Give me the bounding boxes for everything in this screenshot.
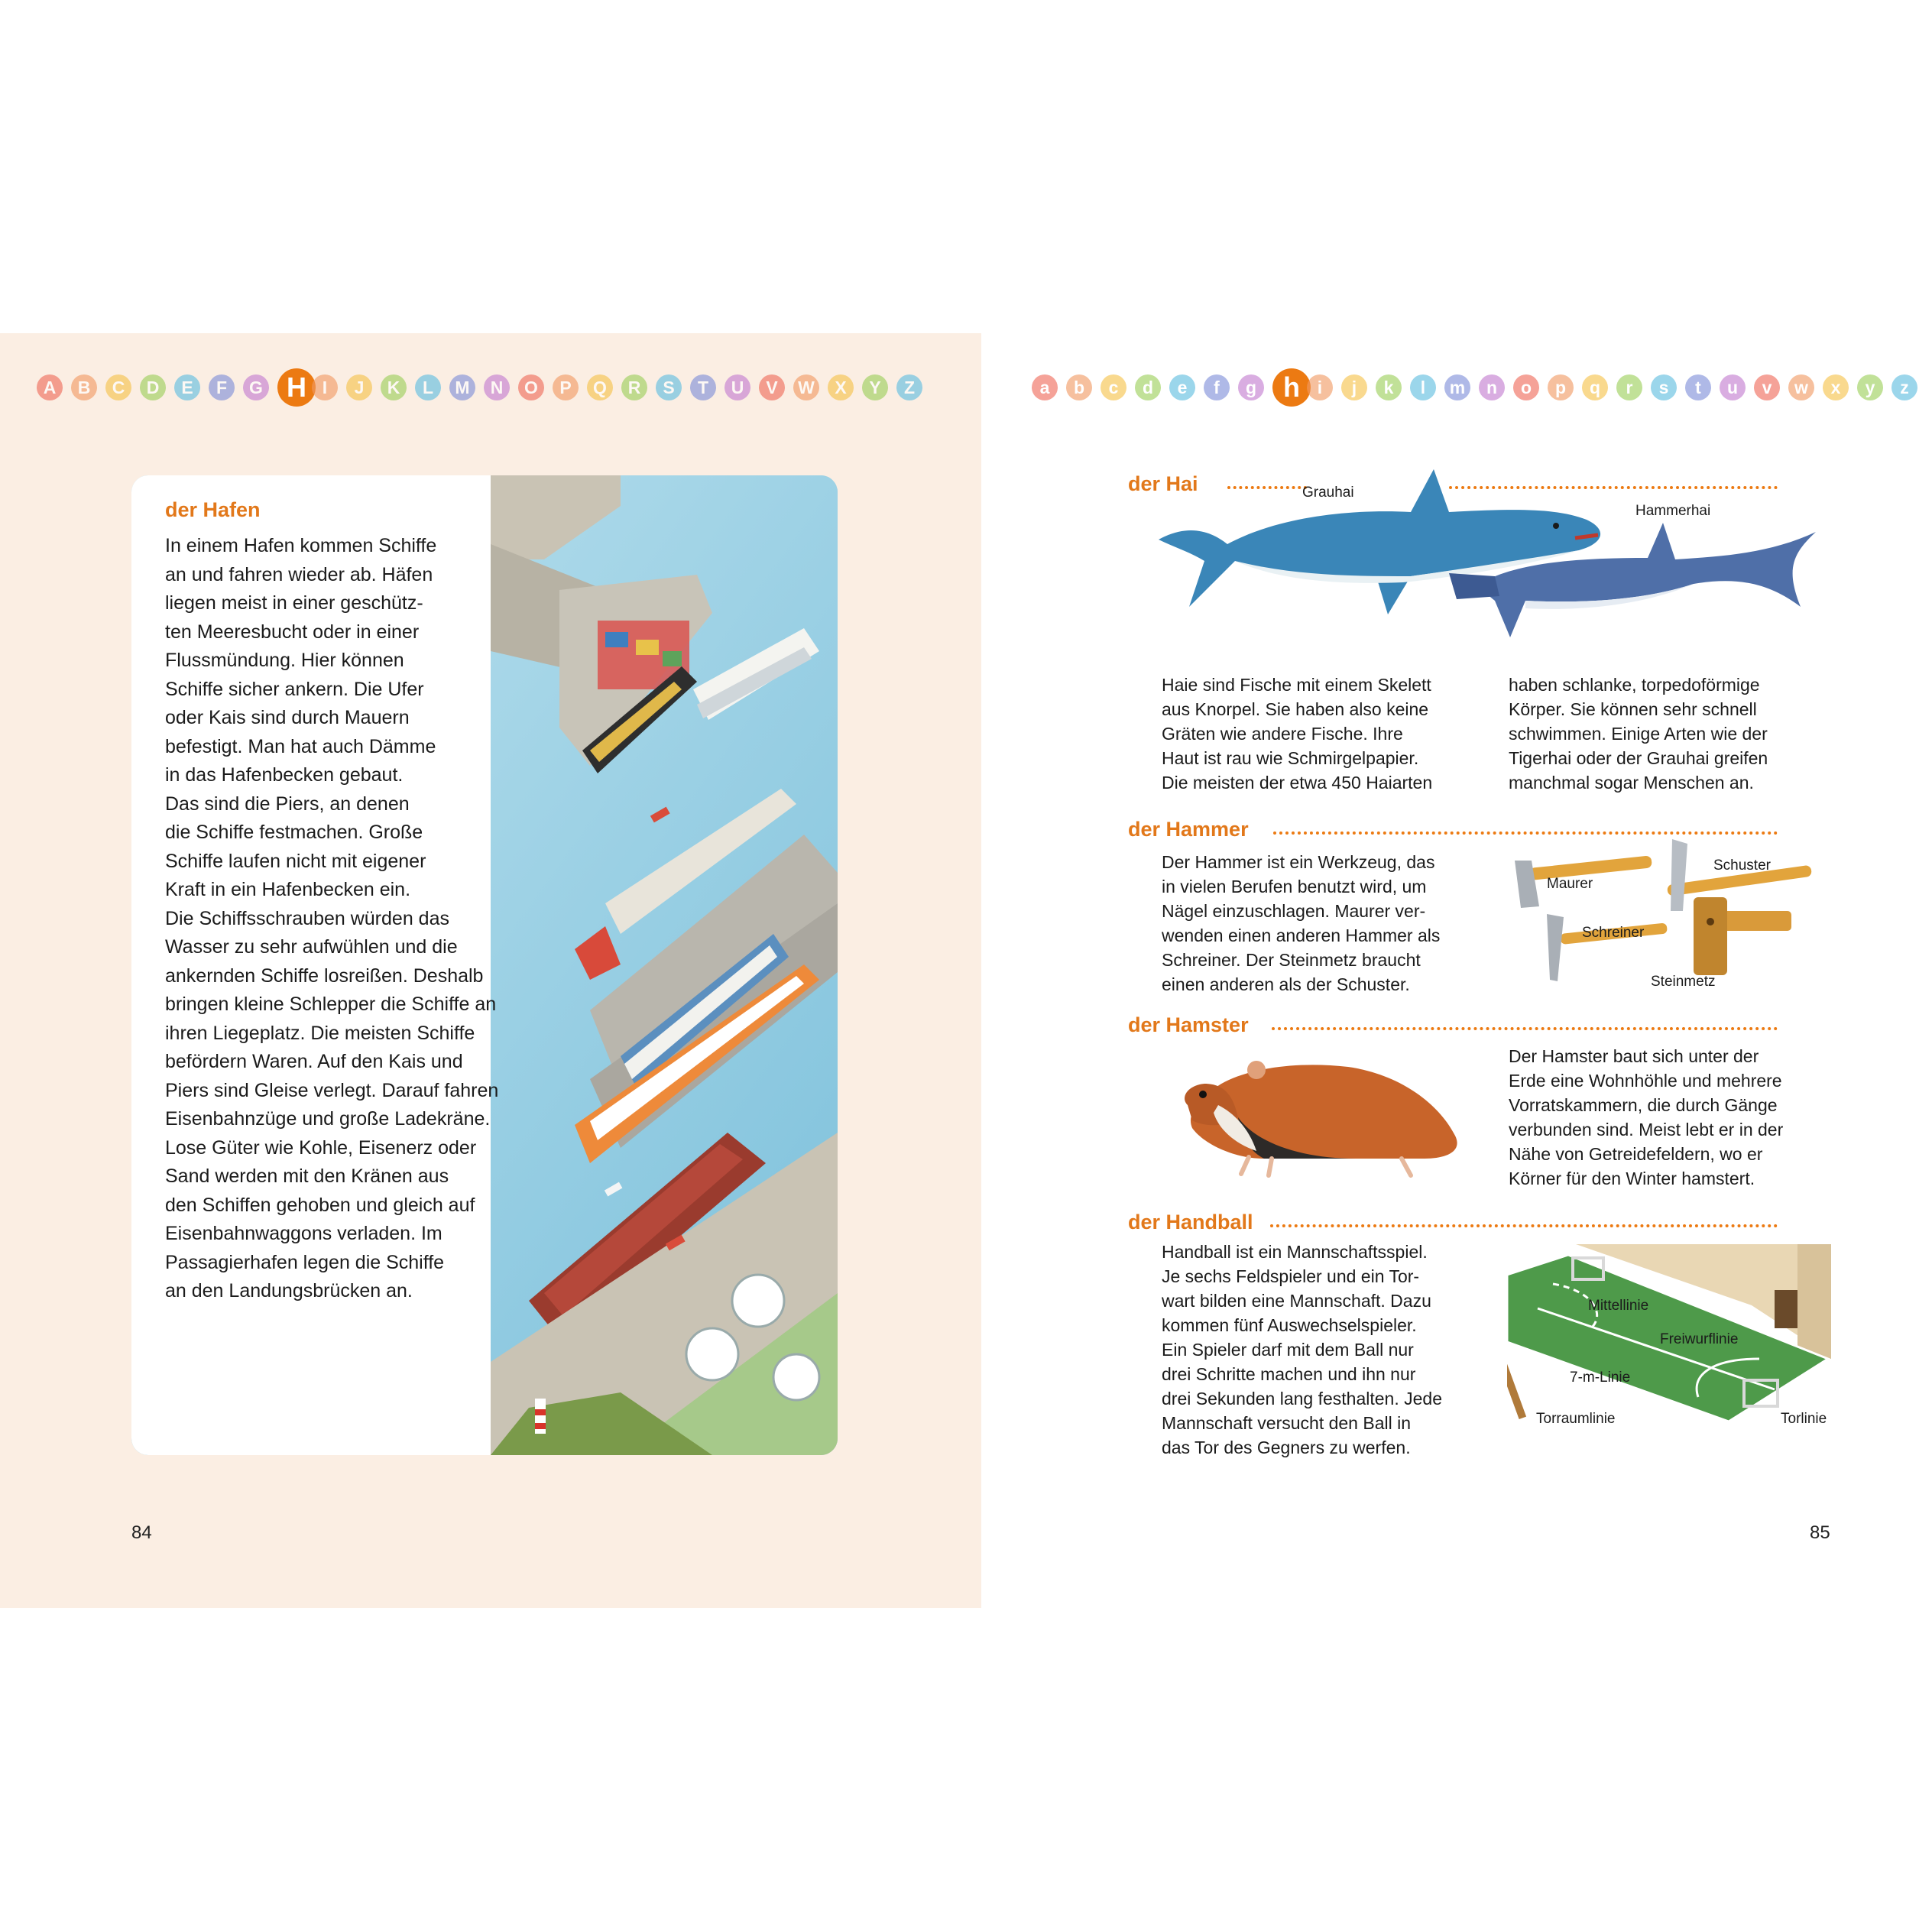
hafen-panel [131, 475, 838, 1455]
alphabet-letter-lower-f: f [1204, 374, 1230, 400]
alphabet-letter-lower-o: o [1513, 374, 1539, 400]
label-mittellinie: Mittellinie [1588, 1298, 1649, 1314]
alphabet-letter-upper-X: X [828, 374, 854, 400]
alphabet-letter-lower-t: t [1685, 374, 1711, 400]
alphabet-letter-upper-C: C [105, 374, 131, 400]
label-7m-linie: 7-m-Linie [1570, 1370, 1631, 1386]
entry-text-hamster: Der Hamster baut sich unter der Erde eine Wohnhöhle und mehrere Vorratskammern, die durch Gänge verbunden sind. Meist lebt er in der Nähe von Getreidefeldern, wo er Körner für den Winter hamstert. [1509, 1046, 1784, 1188]
label-torraumlinie: Torraumlinie [1536, 1411, 1616, 1427]
alphabet-letter-lower-c: c [1101, 374, 1126, 400]
shark-illustration [1159, 462, 1816, 645]
entry-text-hai-col1: Haie sind Fische mit einem Skelett aus Knorpel. Sie haben also keine Gräten wie andere Fische. Ihre Haut ist rau wie Schmirgelpapier. Die meisten der etwa 450 Haiarten [1162, 675, 1433, 793]
alphabet-letter-upper-V: V [759, 374, 785, 400]
label-schreiner: Schreiner [1582, 925, 1645, 941]
alphabet-letter-upper-E: E [174, 374, 200, 400]
label-steinmetz: Steinmetz [1651, 974, 1716, 990]
alphabet-letter-lower-z: z [1891, 374, 1917, 400]
entry-title-hai: der Hai [1128, 472, 1198, 495]
alphabet-letter-lower-u: u [1720, 374, 1746, 400]
alphabet-letter-upper-T: T [690, 374, 716, 400]
label-hammerhai: Hammerhai [1635, 503, 1711, 519]
entry-text-handball: Handball ist ein Mannschaftsspiel. Je sechs Feldspieler und ein Tor- wart bilden eine Mannschaft. Dazu kommen fünf Auswechselspieler. Ein Spieler darf mit dem Ball nur drei Schritte machen und ihn nur drei Sekunden lang festhalten. Jede Mannschaft versucht den Ball in das Tor des Gegners zu werfen. [1162, 1242, 1442, 1457]
alphabet-letter-upper-W: W [793, 374, 819, 400]
label-torlinie: Torlinie [1781, 1411, 1827, 1427]
alphabet-letter-lower-k: k [1376, 374, 1402, 400]
alphabet-letter-upper-N: N [484, 374, 510, 400]
label-schuster: Schuster [1713, 857, 1771, 874]
entry-title-handball: der Handball [1128, 1211, 1253, 1233]
title-rule-hammer [1273, 831, 1778, 835]
page-number-left: 84 [131, 1522, 152, 1543]
alphabet-letter-lower-r: r [1616, 374, 1642, 400]
alphabet-strip-lowercase [1032, 371, 1926, 408]
alphabet-letter-upper-O: O [518, 374, 544, 400]
label-maurer: Maurer [1547, 876, 1593, 892]
entry-text-hammer: Der Hammer ist ein Werkzeug, das in vielen Berufen benutzt wird, um Nägel einzuschlagen. Maurer ver- wenden einen anderen Hammer als Schreiner. Der Steinmetz braucht einen anderen als der Schuster. [1162, 852, 1441, 994]
entry-title-hammer: der Hammer [1128, 818, 1249, 841]
title-rule-handball [1270, 1224, 1778, 1227]
alphabet-letter-lower-m: m [1444, 374, 1470, 400]
label-grauhai: Grauhai [1302, 485, 1354, 501]
alphabet-letter-lower-q: q [1582, 374, 1608, 400]
alphabet-letter-lower-l: l [1410, 374, 1436, 400]
alphabet-letter-lower-g: g [1238, 374, 1264, 400]
alphabet-letter-lower-v: v [1754, 374, 1780, 400]
alphabet-letter-lower-i: i [1307, 374, 1333, 400]
alphabet-letter-lower-x: x [1823, 374, 1849, 400]
alphabet-letter-upper-F: F [209, 374, 235, 400]
entry-text-hafen: In einem Hafen kommen Schiffe an und fahren wieder ab. Häfen liegen meist in einer geschütz- ten Meeresbucht oder in einer Flussmündung. Hier können Schiffe sicher ankern. Die Ufer oder Kais sind durch Mauern befestigt. Man hat auch Dämme in das Hafenbecken gebaut. Das sind die Piers, an denen die Schiffe festmachen. Große Schiffe laufen nicht mit eigener Kraft in ein Hafenbecken ein. Die Schiffsschrauben würden das Wasser zu sehr aufwühlen und die ankernden Schiffe losreißen. Deshalb bringen kleine Schlepper die Schiffe an ihren Liegeplatz. Die meisten Schiffe befördern Waren. Auf den Kais und Piers sind Gleise verlegt. Darauf fahren Eisenbahnzüge und große Ladekräne. Lose Güter wie Kohle, Eisenerz oder Sand werden mit den Kränen aus den Schiffen gehoben und gleich auf Eisenbahnwaggons verladen. Im Passagierhafen legen die Schiffe an den Landungsbrücken an. [165, 535, 499, 1302]
alphabet-letter-upper-U: U [724, 374, 750, 400]
alphabet-letter-lower-s: s [1651, 374, 1677, 400]
alphabet-letter-upper-H: H [277, 368, 316, 407]
alphabet-letter-lower-y: y [1857, 374, 1883, 400]
alphabet-letter-upper-Y: Y [862, 374, 888, 400]
hammers-illustration [1507, 838, 1820, 987]
alphabet-letter-lower-a: a [1032, 374, 1058, 400]
alphabet-letter-upper-J: J [346, 374, 372, 400]
alphabet-letter-lower-d: d [1135, 374, 1161, 400]
right-page [981, 333, 1932, 1608]
alphabet-letter-lower-e: e [1169, 374, 1195, 400]
alphabet-letter-lower-h: h [1272, 368, 1311, 407]
alphabet-letter-upper-D: D [140, 374, 166, 400]
alphabet-letter-upper-Z: Z [896, 374, 922, 400]
alphabet-letter-upper-B: B [71, 374, 97, 400]
alphabet-letter-lower-p: p [1548, 374, 1574, 400]
entry-title-hamster: der Hamster [1128, 1013, 1249, 1036]
entry-text-hai-col2: haben schlanke, torpedoförmige Körper. Sie können sehr schnell schwimmen. Einige Arten wie der Tigerhai oder der Grauhai greifen manchmal sogar Menschen an. [1509, 675, 1768, 793]
page-number-right: 85 [1810, 1522, 1830, 1543]
left-page [0, 333, 981, 1608]
alphabet-letter-upper-K: K [381, 374, 407, 400]
alphabet-letter-lower-j: j [1341, 374, 1367, 400]
alphabet-letter-upper-A: A [37, 374, 63, 400]
title-rule-hamster [1272, 1027, 1778, 1030]
alphabet-letter-upper-I: I [312, 374, 338, 400]
alphabet-letter-upper-R: R [621, 374, 647, 400]
alphabet-letter-upper-P: P [553, 374, 579, 400]
alphabet-letter-upper-Q: Q [587, 374, 613, 400]
alphabet-letter-lower-w: w [1788, 374, 1814, 400]
hafen-text-block [131, 475, 499, 1455]
alphabet-strip-uppercase [37, 371, 938, 408]
alphabet-letter-upper-G: G [243, 374, 269, 400]
alphabet-letter-lower-b: b [1066, 374, 1092, 400]
alphabet-letter-upper-L: L [415, 374, 441, 400]
alphabet-letter-upper-M: M [449, 374, 475, 400]
hamster-illustration [1172, 1044, 1478, 1182]
entry-title-hafen: der Hafen [165, 498, 261, 521]
alphabet-letter-upper-S: S [656, 374, 682, 400]
label-freiwurflinie: Freiwurflinie [1660, 1331, 1739, 1347]
alphabet-letter-lower-n: n [1479, 374, 1505, 400]
